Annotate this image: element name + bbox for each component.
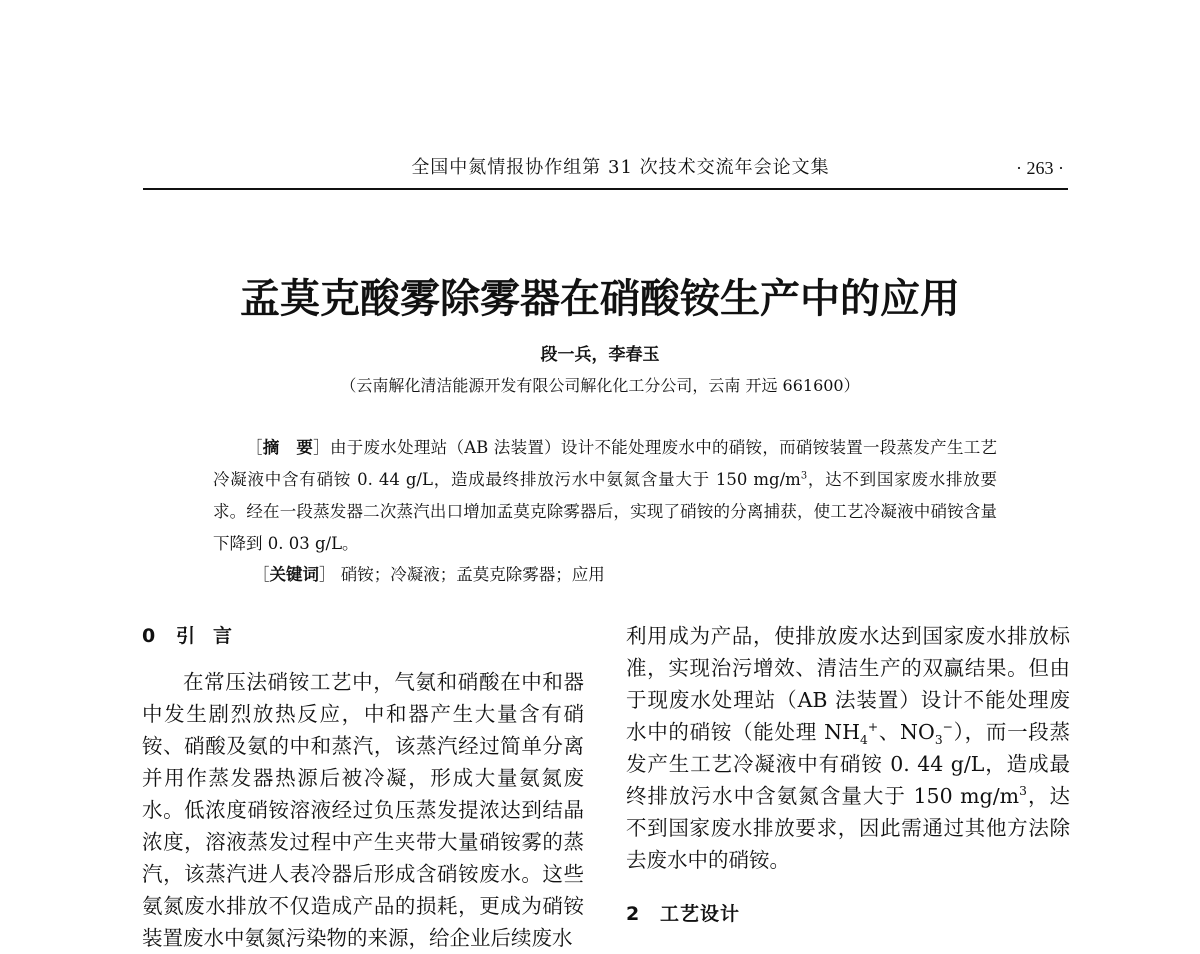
intro-paragraph: 在常压法硝铵工艺中，气氨和硝酸在中和器中发生剧烈放热反应，中和器产生大量含有硝铵、硝酸及氨的中和蒸汽，该蒸汽经过简单分离并用作蒸发器热源后被冷凝，形成大量氨氮废水。低浓度硝铵溶液经过负压蒸发提浓达到结晶浓度，溶液蒸发过程中产生夹带大量硝铵雾的蒸汽，该蒸汽进人表冷器后形成含硝铵废水。这些氨氮废水排放不仅造成产品的损耗，更成为硝铵装置废水中氨氮污染物的来源，给企业后续废水 bbox=[142, 670, 584, 950]
abstract-label-close-bracket: ］ bbox=[313, 438, 330, 457]
no3-superscript: − bbox=[942, 720, 953, 735]
m3-superscript: 3 bbox=[1019, 784, 1027, 799]
running-header bbox=[143, 156, 1068, 180]
journal-name: 全国中氮情报协作组第 31 次技术交流年会论文集 bbox=[411, 157, 830, 178]
section-number: 2 bbox=[626, 903, 640, 925]
keywords-label-open-bracket: ［ bbox=[253, 565, 270, 584]
authors: 段一兵，李春玉 bbox=[540, 345, 660, 365]
nh4-superscript: + bbox=[867, 720, 879, 735]
intro-cont-text-4: ，达不到国家废水排放要求，因此需通过其他方法除去废水中的硝铵。 bbox=[626, 784, 1070, 872]
keywords-label: 关键词 bbox=[269, 565, 319, 584]
header-rule bbox=[143, 188, 1068, 190]
section-number: 0 bbox=[142, 625, 156, 647]
section-title: 引言 bbox=[176, 625, 251, 647]
abstract-text-2: ，达不到国家废水排放要求。经在一段蒸发器二次蒸汽出口增加孟莫克除雾器后，实现了硝铵的分离捕获，使工艺冷凝液中硝铵含量下降到 0. 03 g/L。 bbox=[213, 470, 998, 553]
keywords-text: 硝铵；冷凝液；孟莫克除雾器；应用 bbox=[340, 565, 605, 584]
affiliation: （云南解化清洁能源开发有限公司解化化工分公司，云南 开远 661600） bbox=[340, 376, 860, 395]
keywords-label-close-bracket: ］ bbox=[319, 565, 336, 584]
intro-cont-text-2: 、NO bbox=[878, 720, 935, 744]
intro-paragraph-continued bbox=[626, 620, 1070, 876]
abstract bbox=[213, 432, 997, 560]
abstract-text-1: 由于废水处理站（AB 法装置）设计不能处理废水中的硝铵，而硝铵装置一段蒸发产生工艺冷凝液中含有硝铵 0. 44 g/L，造成最终排放污水中氨氮含量大于 150 mg/m bbox=[213, 438, 998, 489]
intro-cont-text-3: ），而一段蒸发产生工艺冷凝液中有硝铵 0. 44 g/L，造成最终排放污水中含氨氮含量大于 150 mg/m bbox=[626, 720, 1070, 808]
nh4-subscript: 4 bbox=[859, 733, 868, 748]
no3-subscript: 3 bbox=[934, 733, 943, 748]
paper-title: 孟莫克酸雾除雾器在硝酸铵生产中的应用 bbox=[240, 274, 960, 322]
section-heading-process-design bbox=[626, 898, 1070, 930]
section-title: 工艺设计 bbox=[660, 903, 741, 925]
abstract-label-open-bracket: ［ bbox=[246, 438, 263, 457]
abstract-superscript: 3 bbox=[800, 470, 808, 482]
section-heading-intro bbox=[142, 620, 584, 652]
abstract-paragraph bbox=[213, 432, 997, 560]
keywords bbox=[253, 559, 605, 591]
abstract-label: 摘 要 bbox=[262, 438, 314, 457]
left-column bbox=[142, 620, 584, 954]
right-column bbox=[626, 620, 1070, 930]
intro-cont-text-1: 利用成为产品，使排放废水达到国家废水排放标准，实现治污增效、清洁生产的双赢结果。但由于现废水处理站（AB 法装置）设计不能处理废水中的硝铵（能处理 NH bbox=[626, 624, 1070, 744]
page-number: · 263 · bbox=[1016, 158, 1064, 178]
